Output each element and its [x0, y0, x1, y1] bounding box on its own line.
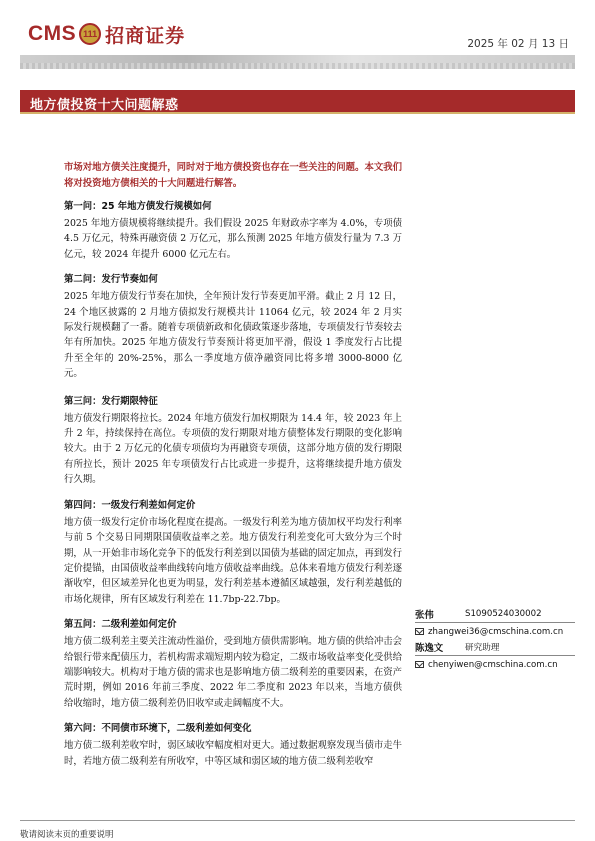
analyst-1-email[interactable]: zhangwei36@cmschina.com.cn: [428, 626, 564, 637]
report-title: 地方债投资十大问题解惑: [30, 98, 179, 113]
question-4-title: 第四问：一级发行利差如何定价: [64, 499, 196, 511]
logo-cms-text: CMS: [28, 22, 77, 45]
analyst-1-email-row[interactable]: [415, 624, 580, 639]
main-content: [64, 160, 402, 769]
analyst-1-row: [415, 606, 580, 621]
mail-icon: [415, 628, 424, 635]
intro-summary: 市场对地方债关注度提升，同时对于地方债投资也存在一些关注的问题。本文我们将对投资地方债相关的十大问题进行解答。: [64, 162, 402, 189]
question-3-body: 地方债发行期限将拉长。2024 年地方债发行加权期限为 14.4 年，较 2023 年上升 2 年，持续保持在高位。专项债的发行期限对地方债整体发行期限的变化影响较大。由于 2 万亿元的化债专项债均为再融资专项债，这部分地方债的发行期限有所拉长，预计 2025 年专项债发行占比或进一步提升，这将继续提升地方债发行久期。: [64, 412, 402, 486]
question-1-title: 第一问：25 年地方债发行规模如何: [64, 201, 212, 212]
analyst-sidebar: [415, 606, 580, 672]
question-6-body: 地方债二级利差收窄时，弱区域收窄幅度相对更大。通过数据观察发现当债市走牛时，若地方债二级利差有所收窄，中等区域和弱区域的地方债二级利差收窄: [64, 740, 402, 767]
analyst-2-name: 陈逸文: [415, 642, 444, 654]
company-logo: [28, 22, 185, 46]
question-1-body: 2025 年地方债规模将继续提升。我们假设 2025 年财政赤字率为 4.0%，专项债 4.5 万亿元，特殊再融资债 2 万亿元，那么预测 2025 年地方债发行量为 7.3 万亿元，较 2024 年提升 6000 亿元左右。: [64, 218, 402, 260]
analyst-1-license: S1090524030002: [465, 608, 542, 619]
analyst-2-email-row[interactable]: [415, 657, 580, 672]
question-5-body: 地方债二级利差主要关注流动性溢价，受到地方债供需影响。地方债的供给冲击会给银行带来配债压力，若机构需求端短期内较为稳定，二级市场收益率变化受供给端影响较大。机构对于地方债的需求也是影响地方债二级利差的重要因素，在资产荒时期，例如 2016 年前三季度、2022 年二季度和 2023 年以来，当地方债供给收缩时，地方债二级利差仍旧收窄或走阔幅度不大。: [64, 636, 402, 709]
logo-chinese-text: 招商证券: [105, 24, 186, 47]
question-6-title: 第六问：不同债市环境下，二级利差如何变化: [64, 723, 252, 735]
analyst-2-row: [415, 639, 580, 654]
question-3-title: 第三问：发行期限特征: [64, 395, 158, 407]
analyst-divider: [415, 622, 575, 623]
mail-icon: [415, 661, 424, 668]
report-date: 2025 年 02 月 13 日: [467, 38, 569, 50]
footer-note: 敬请阅读末页的重要说明: [20, 830, 114, 840]
logo-badge-text: 111: [83, 29, 98, 39]
footer-divider: [20, 820, 575, 821]
logo-badge-icon: [79, 23, 101, 45]
question-4-body: 地方债一级发行定价市场化程度在提高。一级发行利差为地方债加权平均发行利率与前 5 个交易日同期限国债收益率之差。地方债发行利差变化可大致分为三个时期，从一开始非市场化竞争下的低发行利差到以国债为基础的固定加点，再到发行定价提锚，由国债收益率曲线转向地方债收益率曲线。总体来看地方债发行利差逐渐收窄，但区域差异化也更为明显，发行利差基本遵循区域越强，发行利差越低的市场化规律，所有区域发行利差在 11.7bp-22.7bp。: [64, 516, 402, 605]
question-5-title: 第五问：二级利差如何定价: [64, 619, 177, 631]
header-banner-stripe: [20, 63, 575, 69]
analyst-2-role: 研究助理: [465, 642, 500, 653]
analyst-divider: [415, 655, 575, 656]
question-2-title: 第二问：发行节奏如何: [64, 274, 158, 286]
analyst-2-email[interactable]: chenyiwen@cmschina.com.cn: [428, 659, 558, 670]
question-2-body: 2025 年地方债发行节奏在加快，全年预计发行节奏更加平滑。截止 2 月 12 日，24 个地区披露的 2 月地方债拟发行规模共计 11064 亿元，较 2024 年 2 月实际发行规模翻了一番。随着专项债新政和化债政策逐步落地，专项债发行节奏较去年有所加快。2025 年地方债发行节奏预计将更加平滑，假设 1 季度发行占比提升至全年的 20%-25%，那么一季度地方债净融资同比将多增 3000-8000 亿元。: [64, 291, 402, 380]
title-bar: [20, 90, 575, 114]
analyst-1-name: 张伟: [415, 609, 434, 621]
